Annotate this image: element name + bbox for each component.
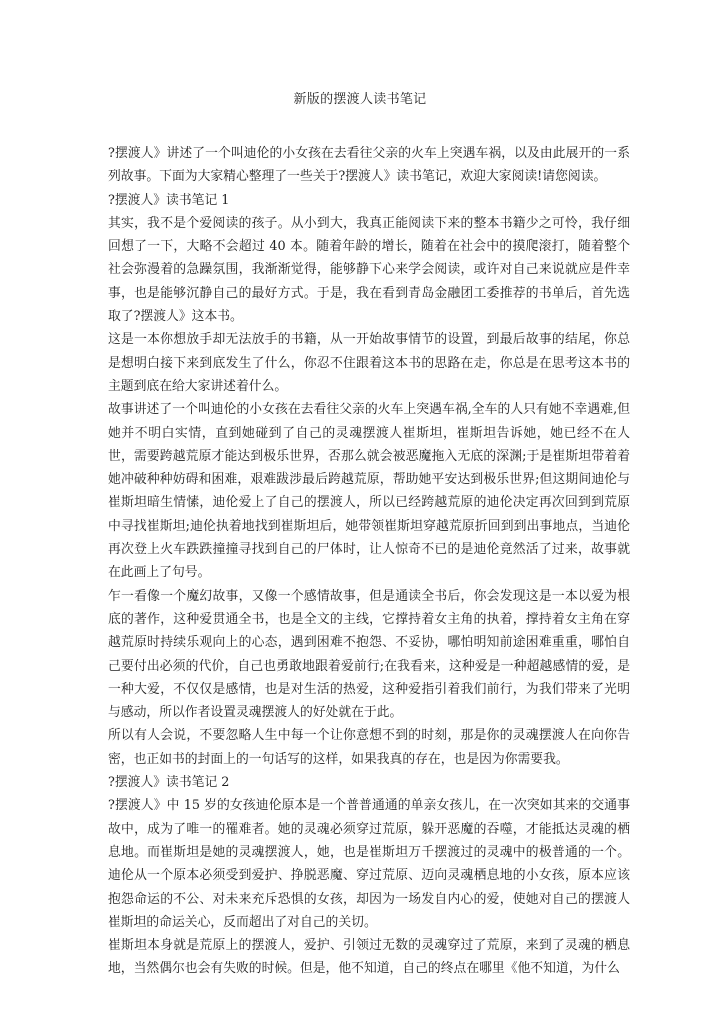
paragraph: 所以有人会说，不要忽略人生中每一个让你意想不到的时刻，那是你的灵魂摆渡人在向你告密，也正如书的封面上的一句话写的这样，如果我真的存在，也是因为你需要我。 <box>108 728 630 767</box>
document-body <box>108 142 630 981</box>
paragraph: 这是一本你想放手却无法放手的书籍，从一开始故事情节的设置，到最后故事的结尾，你总是想明白接下来到底发生了什么，你忍不住跟着这本书的思路在走，你总是在思考这本书的主题到底在给大家讲述着什么。 <box>108 332 630 394</box>
paragraph: 崔斯坦本身就是荒原上的摆渡人，爱护、引领过无数的灵魂穿过了荒原，来到了灵魂的栖息地，当然偶尔也会有失败的时候。但是，他不知道，自己的终点在哪里《他不知道，为什么 <box>108 938 630 977</box>
paragraph-intro: ?摆渡人》讲述了一个叫迪伦的小女孩在去看往父亲的火车上突遇车祸，以及由此展开的一系列故事。下面为大家精心整理了一些关于?摆渡人》读书笔记，欢迎大家阅读!请您阅读。 <box>108 146 630 185</box>
paragraph: 其实，我不是个爱阅读的孩子。从小到大，我真正能阅读下来的整本书籍少之可怜，我仔细回想了一下，大略不会超过 40 本。随着年龄的增长，随着在社会中的摸爬滚打，随着整个社会弥漫着的急躁氛围，我渐渐觉得，能够静下心来学会阅读，或许对自己来说就应是件幸事，也是能够沉静自己的最好方式。于是，我在看到青岛金融团工委推荐的书单后，首先选取了?摆渡人》这本书。 <box>108 215 630 325</box>
section-heading-2: ?摆渡人》读书笔记 2 <box>108 775 230 791</box>
paragraph: ?摆渡人》中 15 岁的女孩迪伦原本是一个普普通通的单亲女孩儿，在一次突如其来的交通事故中，成为了唯一的罹难者。她的灵魂必须穿过荒原，躲开恶魔的吞噬，才能抵达灵魂的栖息地。而崔斯坦是她的灵魂摆渡人，她，也是崔斯坦万千摆渡过的灵魂中的极普通的一个。迪伦从一个原本必须受到爱护、挣脱恶魔、穿过荒原、迈向灵魂栖息地的小女孩，原本应该抱怨命运的不公、对未来充斥恐惧的女孩，却因为一场发自内心的爱，使她对自己的摆渡人崔斯坦的命运关心，反而超出了对自己的关切。 <box>108 798 630 930</box>
paragraph: 故事讲述了一个叫迪伦的小女孩在去看往父亲的火车上突遇车祸,全车的人只有她不幸遇难,但她并不明白实情，直到她碰到了自己的灵魂摆渡人崔斯坦，崔斯坦告诉她，她已经不在人世，需要跨越荒原才能达到极乐世界，否那么就会被恶魔拖入无底的深渊;于是崔斯坦带着着她冲破种种妨碍和困难，艰难跋涉最后跨越荒原，帮助她平安达到极乐世界;但这期间迪伦与崔斯坦暗生情愫，迪伦爱上了自己的摆渡人，所以已经跨越荒原的迪伦决定再次回到到荒原中寻找崔斯坦;迪伦执着地找到崔斯坦后，她带领崔斯坦穿越荒原折回到到出事地点，当迪伦再次登上火车跌跌撞撞寻找到自己的尸体时，让人惊奇不已的是迪伦竟然活了过来，故事就在此画上了句号。 <box>108 402 630 581</box>
paragraph: 乍一看像一个魔幻故事，又像一个感情故事，但是通读全书后，你会发现这是一本以爱为根底的著作，这种爱贯通全书，也是全文的主线，它撑持着女主角的执着，撑持着女主角在穿越荒原时持续乐观向上的心态，遇到困难不抱怨、不妥协，哪怕明知前途困难重重，哪怕自己要付出必须的代价，自己也勇敢地跟着爱前行;在我看来，这种爱是一种超越感情的爱，是一种大爱，不仅仅是感情，也是对生活的热爱，这种爱指引着我们前行，为我们带来了光明与感动，所以作者设置灵魂摆渡人的好处就在于此。 <box>108 588 630 721</box>
document-title: 新版的摆渡人读书笔记 <box>293 92 427 107</box>
section-heading-1: ?摆渡人》读书笔记 1 <box>108 192 230 208</box>
